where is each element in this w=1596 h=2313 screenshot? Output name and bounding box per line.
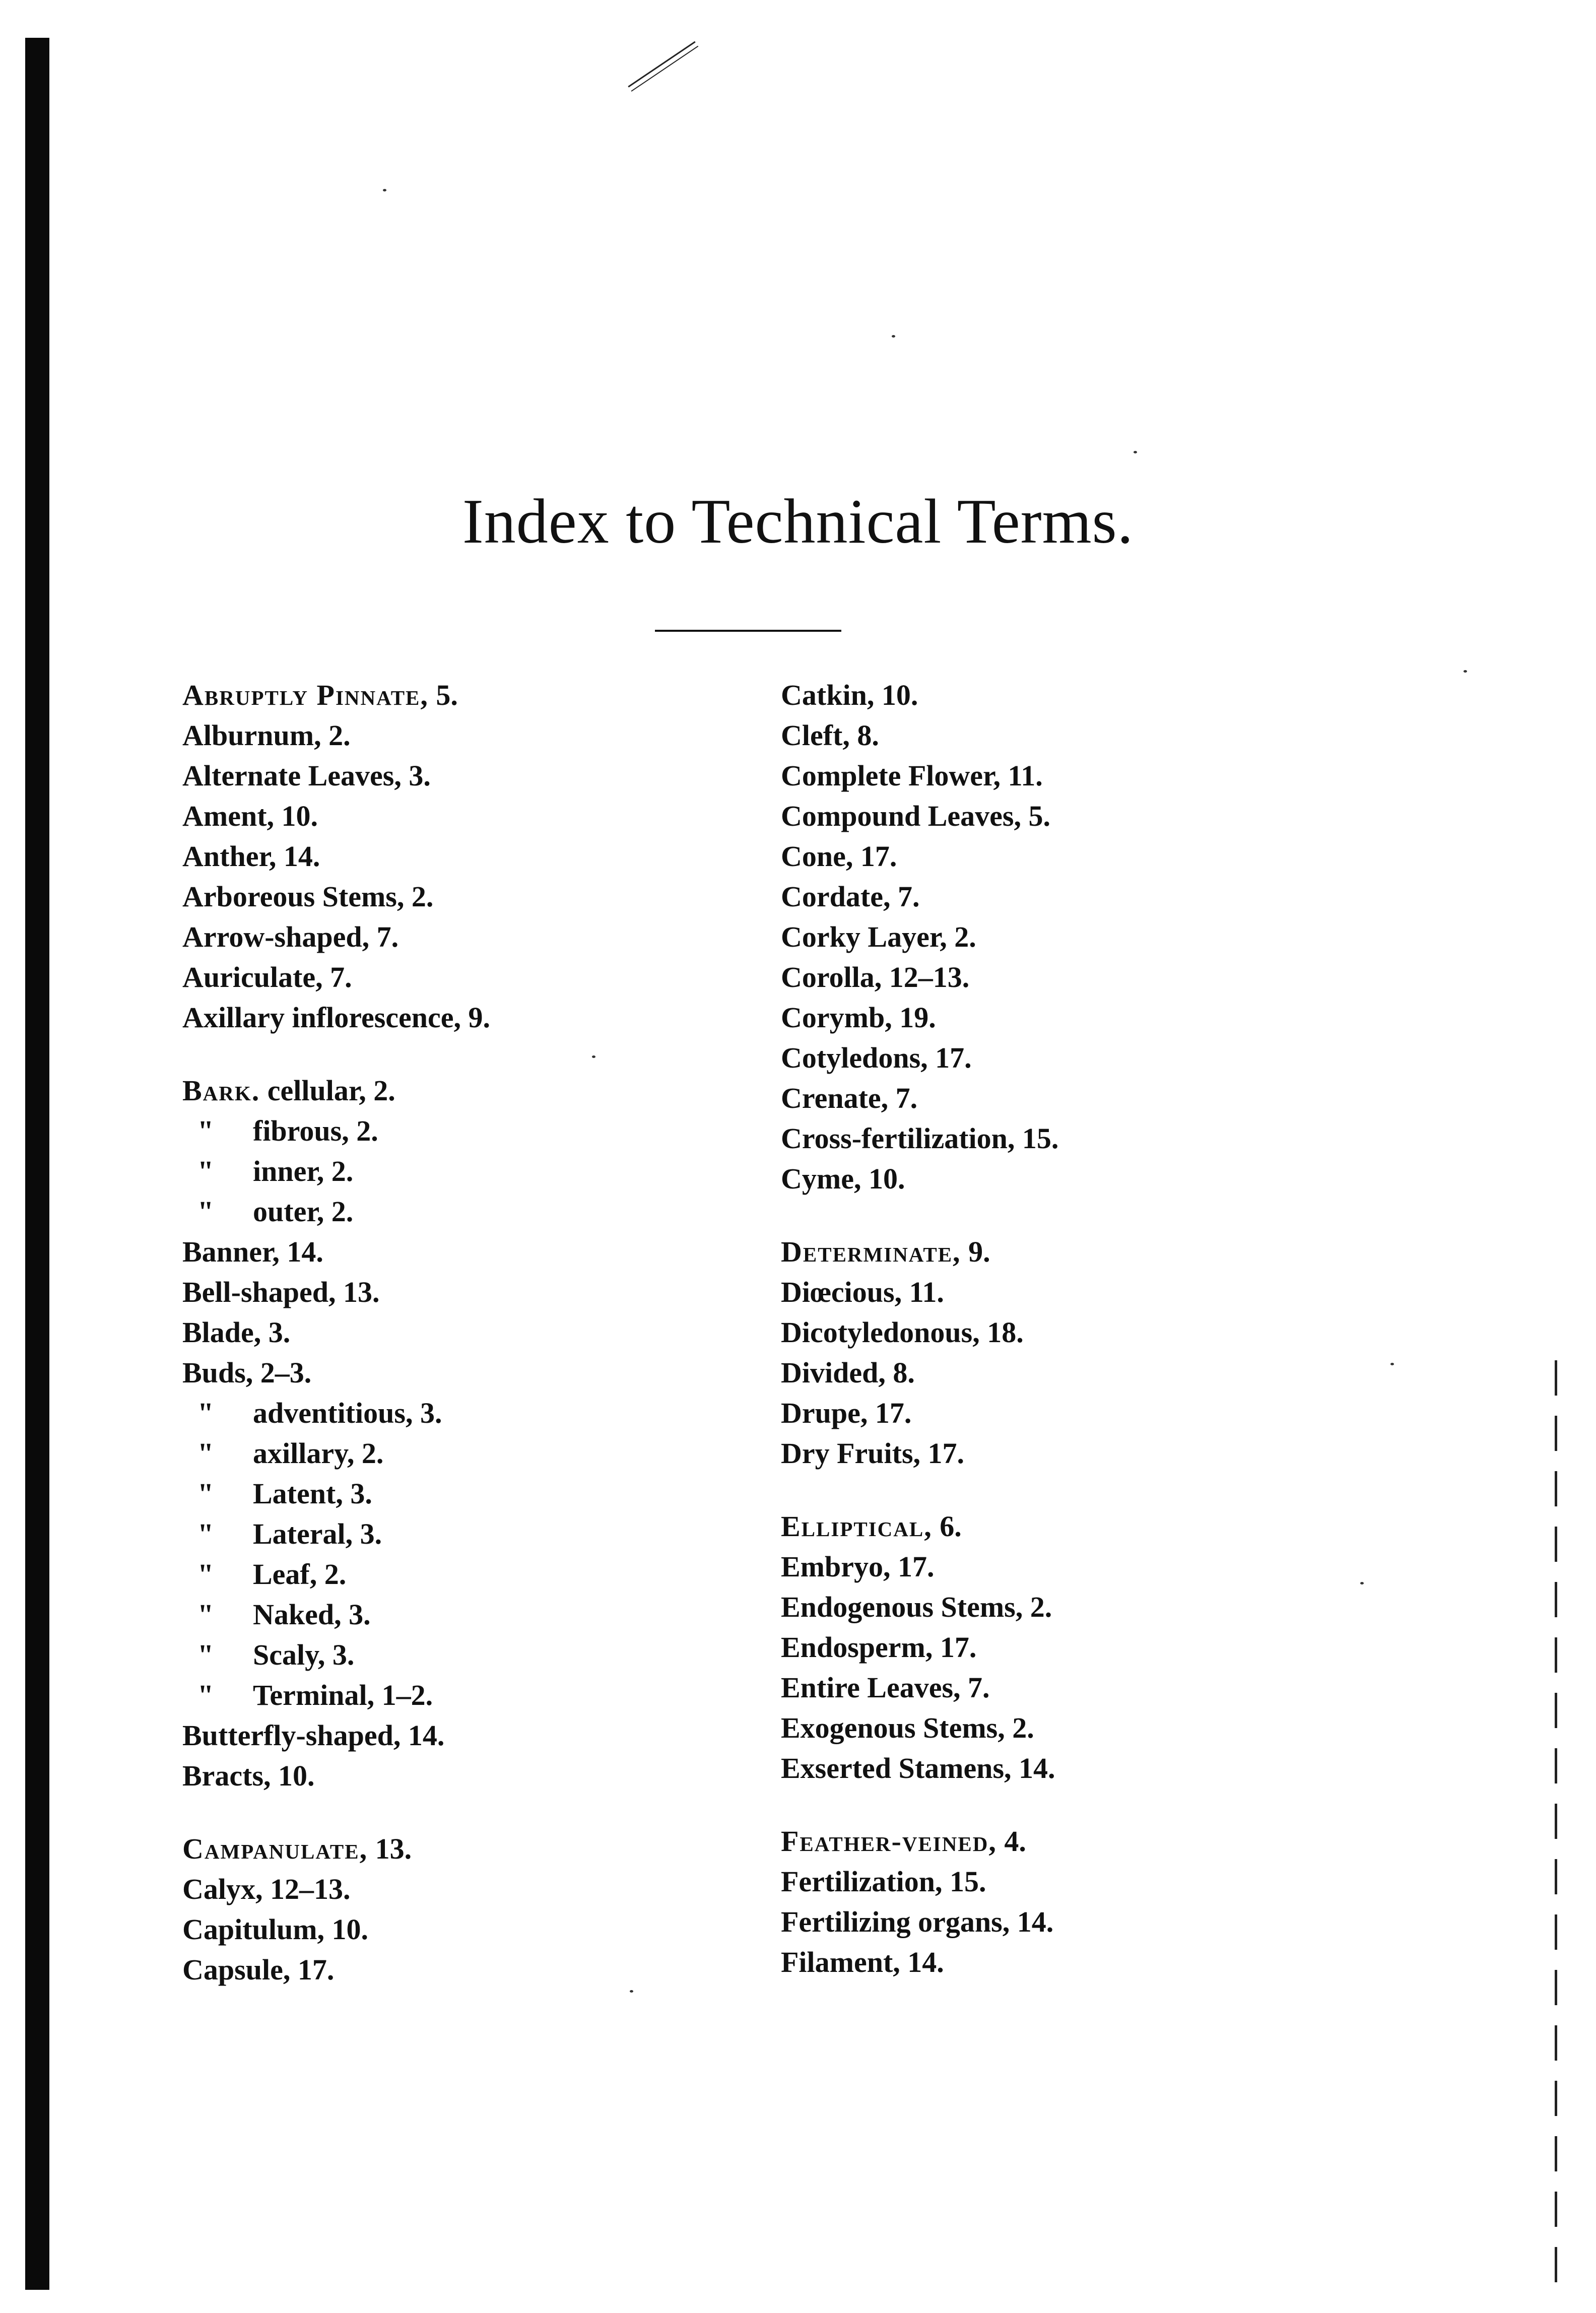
index-entry-text: Endosperm, 17. xyxy=(781,1631,977,1664)
index-section-head: Determinate, xyxy=(781,1235,961,1268)
index-sub-entry xyxy=(182,1595,762,1635)
index-entry-text: Terminal, 1–2. xyxy=(253,1679,433,1711)
page-binding-edge xyxy=(25,38,49,2290)
index-sub-entry xyxy=(182,1635,762,1675)
index-entry-text: Embryo, 17. xyxy=(781,1550,935,1583)
index-entry-text: inner, 2. xyxy=(253,1155,354,1187)
index-entry-text: fibrous, 2. xyxy=(253,1114,378,1147)
index-sub-entry xyxy=(182,1111,762,1151)
index-section-head: Campanulate, xyxy=(182,1832,368,1865)
index-entry xyxy=(182,836,762,877)
index-entry xyxy=(781,1821,1360,1862)
index-sub-entry xyxy=(182,1675,762,1715)
index-entry xyxy=(781,1232,1360,1272)
index-entry: Cleft, 8. xyxy=(781,719,879,752)
ink-speck xyxy=(1134,451,1137,453)
index-entry-text: Alburnum, 2. xyxy=(182,719,351,752)
ink-speck xyxy=(1390,1363,1394,1365)
index-entry-text: Calyx, 12–13. xyxy=(182,1873,351,1905)
index-entry xyxy=(182,756,762,796)
index-entry-text: Fertilization, 15. xyxy=(781,1865,986,1898)
index-entry-text: Capsule, 17. xyxy=(182,1953,335,1986)
index-entry xyxy=(781,1902,1360,1942)
index-entry xyxy=(781,1353,1360,1393)
index-entry xyxy=(781,1587,1360,1627)
ink-speck xyxy=(383,189,386,191)
ditto-mark: " xyxy=(197,1114,214,1147)
index-entry-text: Capitulum, 10. xyxy=(182,1913,369,1946)
index-entry-text: 6. xyxy=(932,1510,962,1543)
index-entry xyxy=(182,1071,762,1111)
index-entry xyxy=(182,1909,762,1950)
index-sub-entry xyxy=(182,1554,762,1595)
index-section-head: Elliptical, xyxy=(781,1510,933,1543)
index-entry-text: Arboreous Stems, 2. xyxy=(182,880,434,913)
index-entry-text: 13. xyxy=(368,1832,412,1865)
index-entry: Crenate, 7. xyxy=(781,1082,918,1114)
index-entry-text: 5. xyxy=(428,679,458,711)
index-entry-text: axillary, 2. xyxy=(253,1437,384,1470)
index-entry: Cotyledons, 17. xyxy=(781,1041,972,1074)
index-sub-entry xyxy=(182,1151,762,1192)
index-entry: Cordate, 7. xyxy=(781,880,920,913)
index-entry-text: Drupe, 17. xyxy=(781,1397,912,1429)
index-entry-text: cellular, 2. xyxy=(260,1074,395,1107)
index-entry-text: Naked, 3. xyxy=(253,1598,371,1631)
index-entry-text: adventitious, 3. xyxy=(253,1397,442,1429)
title-underline-rule xyxy=(655,630,841,632)
ditto-mark: " xyxy=(197,1638,214,1671)
index-section-head: Feather-veined, xyxy=(781,1825,997,1858)
index-entry: Catkin, 10. xyxy=(781,679,918,711)
ink-speck xyxy=(630,1990,633,1993)
index-entry xyxy=(182,1869,762,1909)
index-entry xyxy=(182,1950,762,1990)
index-entry-text: Alternate Leaves, 3. xyxy=(182,759,431,792)
index-entry xyxy=(781,1708,1360,1748)
index-entry-text: 4. xyxy=(996,1825,1026,1858)
index-entry-text: Lateral, 3. xyxy=(253,1517,382,1550)
ditto-mark: " xyxy=(197,1155,214,1187)
index-entry-text: Fertilizing organs, 14. xyxy=(781,1905,1054,1938)
ditto-mark: " xyxy=(197,1517,214,1550)
index-column-left xyxy=(182,675,762,1990)
index-entry-text: Filament, 14. xyxy=(781,1946,944,1978)
ink-speck xyxy=(1464,670,1467,673)
index-entry-text: Diœcious, 11. xyxy=(781,1276,944,1308)
index-column-right xyxy=(781,675,1360,1982)
index-entry: Cross-fertilization, 15. xyxy=(781,1122,1059,1155)
index-entry-text: Leaf, 2. xyxy=(253,1558,347,1591)
index-entry: Corymb, 19. xyxy=(781,1001,936,1034)
index-entry xyxy=(781,1547,1360,1587)
index-entry: Blade, 3. xyxy=(182,1316,291,1349)
index-entry: Corolla, 12–13. xyxy=(781,961,970,994)
index-entry: Bell-shaped, 13. xyxy=(182,1276,380,1308)
index-entry xyxy=(182,957,762,998)
index-entry: Bracts, 10. xyxy=(182,1759,315,1792)
index-entry xyxy=(781,1668,1360,1708)
index-entry xyxy=(781,1312,1360,1353)
index-entry xyxy=(781,1862,1360,1902)
index-sub-entry xyxy=(182,1514,762,1554)
index-entry xyxy=(182,998,762,1038)
index-entry xyxy=(781,1272,1360,1312)
index-entry: Complete Flower, 11. xyxy=(781,759,1043,792)
index-entry xyxy=(781,1748,1360,1789)
ditto-mark: " xyxy=(197,1477,214,1510)
ink-speck xyxy=(1360,1582,1364,1584)
index-entry-text: Ament, 10. xyxy=(182,800,318,832)
index-entry-text: Endogenous Stems, 2. xyxy=(781,1591,1052,1623)
index-sub-entry xyxy=(182,1474,762,1514)
index-entry-text: Scaly, 3. xyxy=(253,1638,355,1671)
ditto-mark: " xyxy=(197,1195,214,1228)
index-entry xyxy=(182,715,762,756)
ditto-mark: " xyxy=(197,1437,214,1470)
index-entry xyxy=(781,1506,1360,1547)
ink-speck xyxy=(892,335,895,338)
index-entry: Cone, 17. xyxy=(781,840,897,873)
ditto-mark: " xyxy=(197,1679,214,1711)
index-sub-entry xyxy=(182,1393,762,1433)
index-entry xyxy=(781,1942,1360,1982)
index-entry: Compound Leaves, 5. xyxy=(781,800,1050,832)
page-title: Index to Technical Terms. xyxy=(462,487,1134,557)
ditto-mark: " xyxy=(197,1598,214,1631)
index-sub-entry xyxy=(182,1192,762,1232)
index-sub-entry xyxy=(182,1433,762,1474)
index-entry-text: Entire Leaves, 7. xyxy=(781,1671,990,1704)
index-entry-text: Latent, 3. xyxy=(253,1477,372,1510)
index-entry: Banner, 14. xyxy=(182,1235,323,1268)
index-entry: Cyme, 10. xyxy=(781,1162,905,1195)
index-entry xyxy=(182,877,762,917)
ditto-mark: " xyxy=(197,1558,214,1591)
index-section-head: Bark. xyxy=(182,1074,260,1107)
index-entry xyxy=(781,1393,1360,1433)
index-entry-text: Auriculate, 7. xyxy=(182,961,352,994)
index-entry-text: Dry Fruits, 17. xyxy=(781,1437,965,1470)
index-entry xyxy=(182,796,762,836)
index-entry-text: Axillary inflorescence, 9. xyxy=(182,1001,491,1034)
index-entry: Buds, 2–3. xyxy=(182,1356,312,1389)
index-entry xyxy=(182,675,762,715)
index-entry-text: outer, 2. xyxy=(253,1195,354,1228)
index-entry xyxy=(781,1433,1360,1474)
index-entry-text: 9. xyxy=(961,1235,990,1268)
ditto-mark: " xyxy=(197,1397,214,1429)
index-entry-text: Exserted Stamens, 14. xyxy=(781,1752,1055,1785)
index-entry-text: Arrow-shaped, 7. xyxy=(182,920,399,953)
index-entry-text: Exogenous Stems, 2. xyxy=(781,1711,1034,1744)
index-entry-text: Anther, 14. xyxy=(182,840,320,873)
index-entry: Butterfly-shaped, 14. xyxy=(182,1719,445,1752)
index-entry xyxy=(781,1627,1360,1668)
index-entry xyxy=(182,917,762,957)
index-entry xyxy=(182,1829,762,1869)
page-right-edge-marks xyxy=(1555,1360,1557,2292)
index-entry: Corky Layer, 2. xyxy=(781,920,976,953)
index-entry-text: Dicotyledonous, 18. xyxy=(781,1316,1024,1349)
index-section-head: Abruptly Pinnate, xyxy=(182,679,429,711)
index-entry-text: Divided, 8. xyxy=(781,1356,915,1389)
pen-stroke-mark xyxy=(628,41,698,92)
